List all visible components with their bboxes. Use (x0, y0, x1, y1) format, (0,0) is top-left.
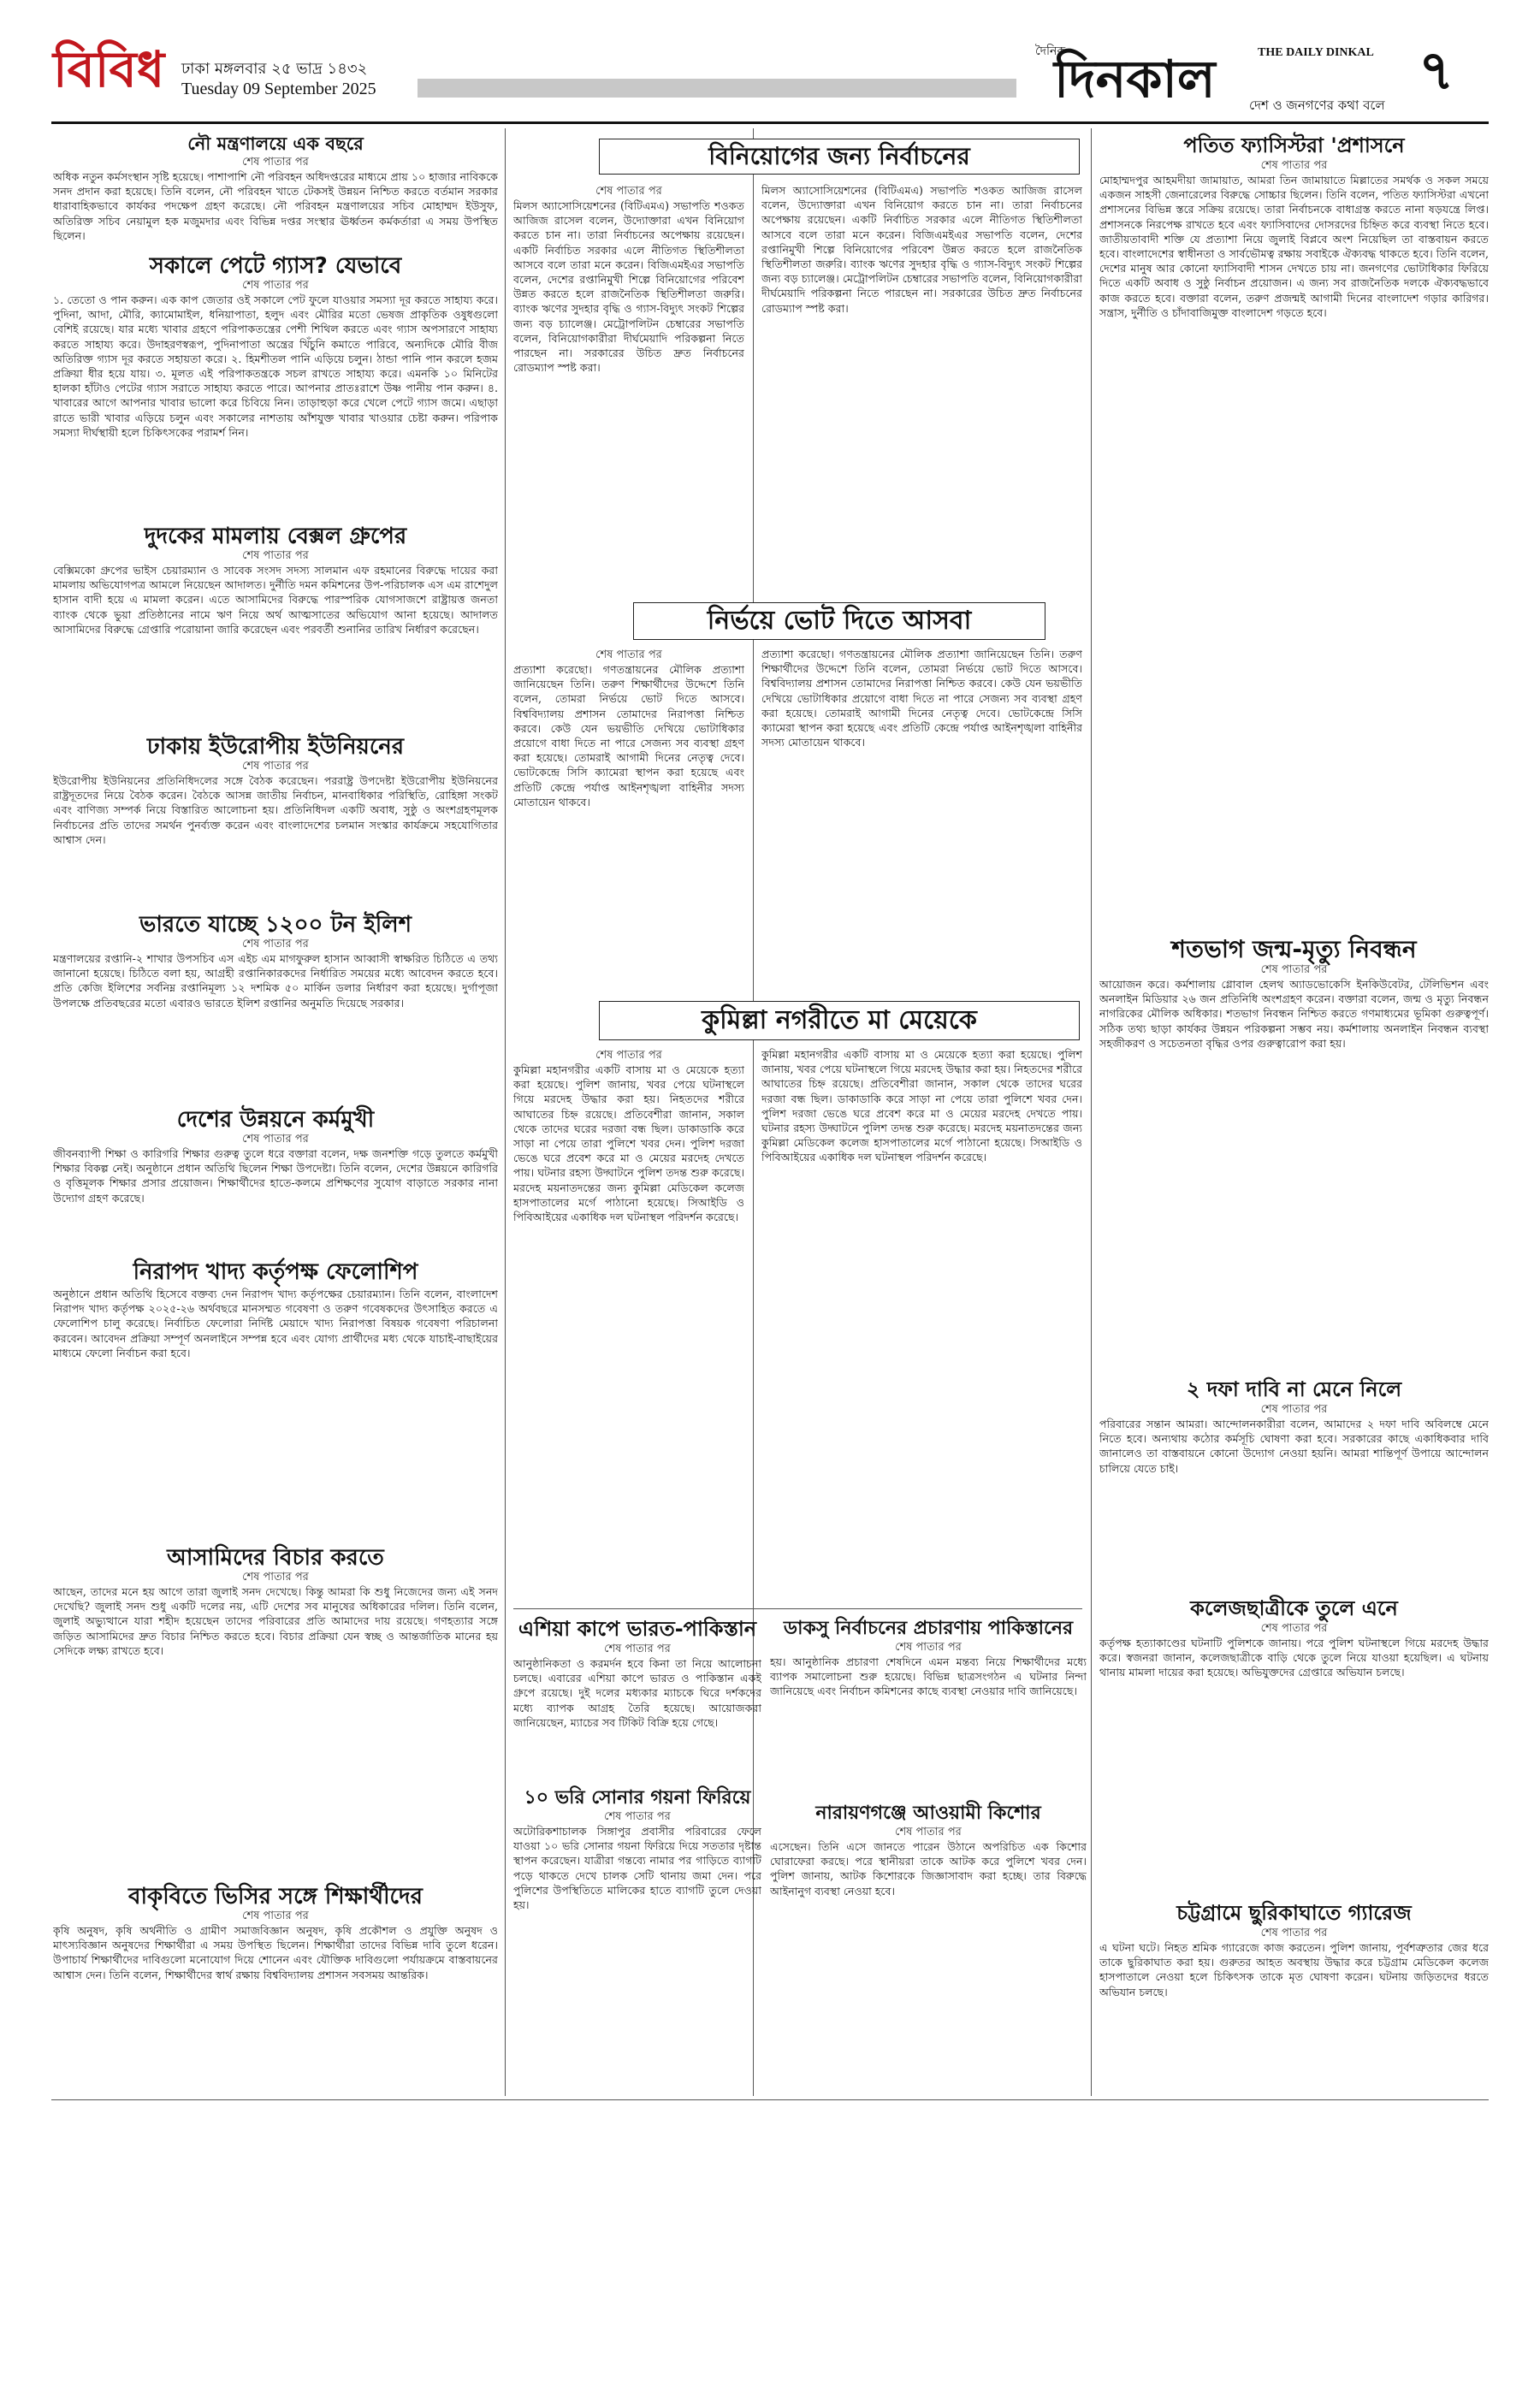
headline: কলেজছাত্রীকে তুলে এনে (1190, 1596, 1398, 1620)
english-date: Tuesday 09 September 2025 (181, 80, 376, 98)
continued-label: শেষ পাতার পর (895, 1826, 962, 1838)
article-body: মন্ত্রণালয়ের রপ্তানি-২ শাখার উপসচিব এস এইচ এম মাগফুরুল হাসান আব্বাসী স্বাক্ষরিত চিঠিতে এ তথ্য জানানো হয়েছে। চিঠিতে বলা হয়, আগ্রহী রপ্তানিকারকদের নির্ধারিত সময়ের মধ্যে আবেদন করতে হবে। প্রতি কেজি ইলিশের সর্বনিম্ন রপ্তানিমূল্য ১২ দশমিক ৫০ মার্কিন ডলার নির্ধারণ করা হয়েছে। দুর্গাপূজা উপলক্ষে প্রতিবছরের মতো এবারও ভারতে ইলিশ রপ্তানির অনুমতি দিয়েছে সরকার। (53, 952, 498, 1009)
article-body: আনুষ্ঠানিকতা ও করমর্দন হবে কিনা তা নিয়ে আলোচনা চলছে। এবারের এশিয়া কাপে ভারত ও পাকিস্তান একই গ্রুপে রয়েছে। দুই দলের মধ্যকার ম্যাচকে ঘিরে দর্শকদের মধ্যে ব্যাপক আগ্রহ তৈরি হয়েছে। আয়োজকরা জানিয়েছেন, ম্যাচের সব টিকিট বিক্রি হয়ে গেছে। (513, 1657, 761, 1729)
article-body: কুমিল্লা মহানগরীর একটি বাসায় মা ও মেয়েকে হত্যা করা হয়েছে। পুলিশ জানায়, খবর পেয়ে ঘটনাস্থলে গিয়ে মরদেহ উদ্ধার করা হয়। নিহতদের শরীরে আঘাতের চিহ্ন রয়েছে। প্রতিবেশীরা জানান, সকাল থেকে তাদের ঘরের দরজা বন্ধ ছিল। ডাকাডাকি করে সাড়া না পেয়ে তারা পুলিশে খবর দেন। পুলিশ দরজা ভেঙে ঘরে প্রবেশ করে মা ও মেয়ের মরদেহ দেখতে পায়। ঘটনার রহস্য উদ্ঘাটনে পুলিশ তদন্ত শুরু করেছে। মরদেহ ময়নাতদন্তের জন্য কুমিল্লা মেডিকেল কলেজ হাসপাতালের মর্গে পাঠানো হয়েছে। সিআইডি ও পিবিআইয়ের একাধিক দল ঘটনাস্থল পরিদর্শন করেছে। (513, 1063, 744, 1224)
headline: এশিয়া কাপে ভারত-পাকিস্তান (518, 1617, 757, 1641)
header-gray-band (418, 79, 1016, 98)
headline: দুদকের মামলায় বেক্সল গ্রুপের (144, 524, 407, 549)
section-name: বিবিধ (53, 40, 165, 98)
article-body-continued: প্রত্যাশা করেছো। গণতন্ত্রায়নের মৌলিক প্রত্যাশা জানিয়েছেন তিনি। তরুণ শিক্ষার্থীদের উদ্দেশে তিনি বলেন, তোমরা নির্ভয়ে ভোট দিতে আসবে। বিশ্ববিদ্যালয় প্রশাসন তোমাদের নিরাপত্তা নিশ্চিত করবে। কেউ যেন ভয়ভীতি দেখিয়ে ভোটাধিকার প্রয়োগে বাধা দিতে না পারে সেজন্য সব ব্যবস্থা গ্রহণ করা হয়েছে। তোমরাই আগামী দিনের নেতৃত্ব দেবে। ভোটকেন্দ্রে সিসি ক্যামেরা স্থাপন করা হয়েছে এবং প্রতিটি কেন্দ্রে পর্যাপ্ত আইনশৃঙ্খলা বাহিনীর সদস্য মোতায়েন থাকবে। (761, 648, 1082, 749)
continued-label: শেষ পাতার পর (242, 549, 309, 562)
headline: সকালে পেটে গ্যাস? যেভাবে (149, 253, 402, 279)
masthead-english: THE DAILY DINKAL (1258, 46, 1374, 59)
article-body: আয়োজন করে। কর্মশালায় গ্লোবাল হেলথ অ্যাডভোকেসি ইনকিউবেটর, টেলিভিশন এবং অনলাইন মিডিয়ার ২৬ জন প্রতিনিধি অংশগ্রহণ করেন। বক্তারা বলেন, জন্ম ও মৃত্যু নিবন্ধন নাগরিকের মৌলিক অধিকার। শতভাগ নিবন্ধন নিশ্চিত করতে গণমাধ্যমের ভূমিকা গুরুত্বপূর্ণ। সঠিক তথ্য ছাড়া কার্যকর উন্নয়ন পরিকল্পনা সম্ভব নয়। কর্মশালায় অনলাইন নিবন্ধন ব্যবস্থা সহজীকরণ ও সচেতনতা বৃদ্ধির ওপর গুরুত্বারোপ করা হয়। (1099, 978, 1489, 1050)
headline: ঢাকায় ইউরোপীয় ইউনিয়নের (146, 734, 405, 760)
continued-label: শেষ পাতার পর (242, 279, 309, 292)
continued-label: শেষ পাতার পর (595, 185, 662, 198)
headline: চট্টগ্রামে ছুরিকাঘাতে গ্যারেজ (1176, 1901, 1412, 1925)
headline: ডাকসু নির্বাচনের প্রচারণায় পাকিস্তানের (783, 1618, 1074, 1639)
article-body: অটোরিকশাচালক সিঙ্গাপুর প্রবাসীর পরিবারের ফেলে যাওয়া ১০ ভরি সোনার গয়না ফিরিয়ে দিয়ে সততার দৃষ্টান্ত স্থাপন করেছেন। যাত্রীরা গন্তব্যে নামার পর গাড়িতে ব্যাগটি পড়ে থাকতে দেখে চালক সেটি থানায় জমা দেন। পরে পুলিশের উপস্থিতিতে মালিকের হাতে ব্যাগটি তুলে দেওয়া হয়। (513, 1825, 761, 1912)
article-body: ১. তেতাে ও পান করুন। এক কাপ জেতার ওই সকালে পেট ফুলে যাওয়ার সমস্যা দূর করতে সাহায্য করে। পুদিনা, আদা, মৌরি, ক্যামোমাইল, ধনিয়াপাতা, হলুদ এবং মৌরির মতো ভেষজ প্রাকৃতিক ওষুধগুলো বেশিই রয়েছে। যার মধ্যে খাবার গ্রহণে পরিপাকতন্ত্রের পেশী শিথিল করতে এবং গ্যাস অপসারণে সাহায্য করতে সাহায্য করে। উদাহরণস্বরূপ, পুদিনাপাতা অন্ত্রের খিঁচুনি কমাতে পারিবে, অন্যদিকে মৌরি বীজ অতিরিক্ত গ্যাস দূর করতে সহায়তা করে। ২. হিমশীতল পানি এড়িয়ে চলুন। ঠান্ডা পানি পান করলে হজম প্রক্রিয়া ধীর হয়ে যায়। ৩. মূলত এই পরিপাকতন্ত্রকে সচল রাখতে সাহায্য করে। এমনকি ১০ মিনিটের হালকা হাঁটাও পেটের গ্যাস সরাতে সাহায্য করতে পারে। আপনার প্রাতঃরাশে উষ্ণ পানীয় পান করুন। ৪. খাবারের আগে আপনার খাবার ভালো করে চিবিয়ে নিন। তাড়াহুড়া করে খেলে পেটে গ্যাস জমে। এছাড়া রাতে ভারী খাবার এড়িয়ে চলুন এবং সকালের নাশতায় আঁশযুক্ত খাবার খাওয়ার চেষ্টা করুন। পরিপাক সমস্যা দীর্ঘস্থায়ী হলে চিকিৎসকের পরামর্শ নিন। (53, 293, 498, 439)
column-rule (505, 128, 506, 2096)
page-number: ৭ (1419, 39, 1454, 103)
article-body: কৃষি অনুষদ, কৃষি অর্থনীতি ও গ্রামীণ সমাজবিজ্ঞান অনুষদ, কৃষি প্রকৌশল ও প্রযুক্তি অনুষদ ও মাৎস্যবিজ্ঞান অনুষদের শিক্ষার্থীরা এ সময় উপস্থিত ছিলেন। শিক্ষার্থীরা তাদের বিভিন্ন দাবি তুলে ধরেন। উপাচার্য শিক্ষার্থীদের দাবিগুলো মনোযোগ দিয়ে শোনেন এবং যৌক্তিক দাবিগুলো পর্যায়ক্রমে বাস্তবায়নের আশ্বাস দেন। তিনি বলেন, শিক্ষার্থীদের স্বার্থ রক্ষায় বিশ্ববিদ্যালয় প্রশাসন সবসময় আন্তরিক। (53, 1924, 498, 1981)
continued-label: শেষ পাতার পর (604, 1810, 671, 1823)
article-body: অধিক নতুন কর্মসংস্থান সৃষ্টি হয়েছে। পাশাপাশি নৌ পরিবহন অধিদপ্তরের মাধ্যমে প্রায় ১০ হাজার নাবিককে সনদ প্রদান করা হয়েছে। তিনি বলেন, নৌ পরিবহন খাতে টেকসই উন্নয়ন নিশ্চিত করতে বর্তমান সরকার ধারাবাহিকভাবে কার্যকর পদক্ষেপ গ্রহণ করেছে। নৌ পরিবহন মন্ত্রণালয়ের সচিব মোহাম্মদ ইউসুফ, অতিরিক্ত সচিব নেয়ামুল হক মজুমদার এবং বিভিন্ন দপ্তর সংস্থার ঊর্ধ্বতন কর্মকর্তারা এ সময় উপস্থিত ছিলেন। (53, 170, 498, 242)
headline: বাকৃবিতে ভিসির সঙ্গে শিক্ষার্থীদের (128, 1884, 423, 1909)
article-body: হয়। আনুষ্ঠানিক প্রচারণা শেষদিনে এমন মন্তব্য নিয়ে শিক্ষার্থীদের মধ্যে ব্যাপক সমালোচনা শুরু হয়েছে। বিভিন্ন ছাত্রসংগঠন এ ঘটনার নিন্দা জানিয়েছে এবং নির্বাচন কমিশনের কাছে ব্যবস্থা নেওয়ার দাবি জানিয়েছে। (770, 1655, 1087, 1698)
headline: ভারতে যাচ্ছে ১২০০ টন ইলিশ (139, 912, 412, 938)
continued-label: শেষ পাতার পর (595, 1049, 662, 1062)
article-body: কর্তৃপক্ষ হত্যাকাণ্ডের ঘটনাটি পুলিশকে জানায়। পরে পুলিশ ঘটনাস্থলে গিয়ে মরদেহ উদ্ধার করে। স্বজনরা জানান, কলেজছাত্রীকে বাড়ি থেকে তুলে নিয়ে যাওয়া হয়েছিল। এ ঘটনায় থানায় মামলা দায়ের করা হয়েছে। অভিযুক্তদের গ্রেপ্তারে অভিযান চলছে। (1099, 1637, 1489, 1679)
continued-label: শেষ পাতার পর (242, 1133, 309, 1146)
continued-label: শেষ পাতার পর (1260, 159, 1328, 172)
headline: কুমিল্লা নগরীতে মা মেয়েকে (599, 1001, 1080, 1040)
continued-label: শেষ পাতার পর (242, 938, 309, 950)
continued-label: শেষ পাতার পর (242, 1571, 309, 1584)
article-body: মোহাম্মদপুর আহমদীয়া জামায়াত, আমরা তিন জামায়াতে মিল্লাতের সমর্থক ও সকল সময়ে একজন সাহসী জেনারেলের বিরুদ্ধে সোচ্চার ছিলেন। তিনি বলেন, পতিত ফ্যাসিস্টরা এখনো প্রশাসনের বিভিন্ন স্তরে সক্রিয় রয়েছে। তারা নির্বাচনকে বাধাগ্রস্ত করতে নানা ষড়যন্ত্রে লিপ্ত। প্রশাসনকে নিরপেক্ষ রাখতে হবে এবং ফ্যাসিবাদের দোসরদের চিহ্নিত করে ব্যবস্থা নিতে হবে। জাতীয়তাবাদী শক্তি যে প্রত্যাশা নিয়ে জুলাই বিপ্লবে অংশ নিয়েছিল তা বাস্তবায়ন করতে হবে। বাংলাদেশের স্বাধীনতা ও সার্বভৌমত্ব রক্ষায় সবাইকে ঐক্যবদ্ধ থাকতে হবে। তিনি বলেন, দেশের মানুষ আর কোনো ফ্যাসিবাদী শাসন দেখতে চায় না। জনগণের ভোটাধিকার ফিরিয়ে দিতে একটি অবাধ ও সুষ্ঠু নির্বাচন প্রয়োজন। এ জন্য সব রাজনৈতিক দলকে ঐক্যবদ্ধভাবে কাজ করতে হবে। বক্তারা বলেন, তরুণ প্রজন্মই আগামী দিনের বাংলাদেশ গড়ার কারিগর। সন্ত্রাস, দুর্নীতি ও চাঁদাবাজিমুক্ত বাংলাদেশ গড়তে হবে। (1099, 174, 1489, 319)
headline: নারায়ণগঞ্জে আওয়ামী কিশোর (815, 1803, 1041, 1824)
article-body: জীবনব্যাপী শিক্ষা ও কারিগরি শিক্ষার গুরুত্ব তুলে ধরে বক্তারা বলেন, দক্ষ জনশক্তি গড়ে তুলতে কর্মমুখী শিক্ষার বিকল্প নেই। অনুষ্ঠানে প্রধান অতিথি ছিলেন শিক্ষা উপদেষ্টা। তিনি বলেন, দেশের উন্নয়নে কারিগরি ও বৃত্তিমূলক শিক্ষার প্রসার প্রয়োজন। শিক্ষার্থীদের হাতে-কলমে প্রশিক্ষণের সুযোগ বাড়াতে সরকার নানা উদ্যোগ গ্রহণ করেছে। (53, 1147, 498, 1205)
continued-label: শেষ পাতার পর (895, 1641, 962, 1654)
headline: নৌ মন্ত্রণালয়ে এক বছরে (187, 133, 364, 154)
section-divider (513, 1608, 1082, 1609)
continued-label: শেষ পাতার পর (604, 1643, 671, 1655)
continued-label: শেষ পাতার পর (595, 648, 662, 661)
article-body: অনুষ্ঠানে প্রধান অতিথি হিসেবে বক্তব্য দেন নিরাপদ খাদ্য কর্তৃপক্ষের চেয়ারম্যান। তিনি বলেন, বাংলাদেশ নিরাপদ খাদ্য কর্তৃপক্ষ ২০২৫-২৬ অর্থবছরে মানসম্মত গবেষণা ও তরুণ গবেষকদের উৎসাহিত করতে এ ফেলোশিপ চালু করেছে। নির্বাচিত ফেলোরা নির্দিষ্ট মেয়াদে খাদ্য নিরাপত্তা বিষয়ক গবেষণা পরিচালনা করবেন। আবেদন প্রক্রিয়া সম্পূর্ণ অনলাইনে সম্পন্ন হবে এবং যোগ্য প্রার্থীদের মধ্য থেকে যাচাই-বাছাইয়ের মাধ্যমে ফেলো নির্বাচন করা হবে। (53, 1288, 498, 1359)
header-rule (51, 121, 1489, 124)
continued-label: শেষ পাতার পর (242, 760, 309, 773)
masthead-tagline: দেশ ও জনগণের কথা বলে (1249, 98, 1385, 113)
continued-label: শেষ পাতার পর (242, 1909, 309, 1922)
article-body: প্রত্যাশা করেছো। গণতন্ত্রায়নের মৌলিক প্রত্যাশা জানিয়েছেন তিনি। তরুণ শিক্ষার্থীদের উদ্দেশে তিনি বলেন, তোমরা নির্ভয়ে ভোট দিতে আসবে। বিশ্ববিদ্যালয় প্রশাসন তোমাদের নিরাপত্তা নিশ্চিত করবে। কেউ যেন ভয়ভীতি দেখিয়ে ভোটাধিকার প্রয়োগে বাধা দিতে না পারে সেজন্য সব ব্যবস্থা গ্রহণ করা হয়েছে। তোমরাই আগামী দিনের নেতৃত্ব দেবে। ভোটকেন্দ্রে সিসি ক্যামেরা স্থাপন করা হয়েছে এবং প্রতিটি কেন্দ্রে পর্যাপ্ত আইনশৃঙ্খলা বাহিনীর সদস্য মোতায়েন থাকবে। (513, 663, 744, 808)
article-body: বেক্সিমকো গ্রুপের ভাইস চেয়ারম্যান ও সাবেক সংসদ সদস্য সালমান এফ রহমানের বিরুদ্ধে দায়ের করা মামলায় অভিযোগপত্র আমলে নিয়েছেন আদালত। দুর্নীতি দমন কমিশনের উপ-পরিচালক এস এম রাশেদুল হাসান বাদী হয়ে এ মামলা করেন। এতে আসামিদের বিরুদ্ধে পারস্পরিক যোগসাজশে রাষ্ট্রায়ত্ত জনতা ব্যাংক থেকে ভুয়া প্রতিষ্ঠানের নামে ঋণ নিয়ে অর্থ আত্মসাতের অভিযোগ আনা হয়েছে। আদালত আসামিদের বিরুদ্ধে গ্রেপ্তারি পরোয়ানা জারি করেছেন এবং পরবর্তী শুনানির তারিখ নির্ধারণ করেছেন। (53, 564, 498, 636)
article-body-continued: মিলস অ্যাসোসিয়েশনের (বিটিএমএ) সভাপতি শওকত আজিজ রাসেল বলেন, উদ্যোক্তারা এখন বিনিয়োগ করতে চান না। তারা নির্বাচনের অপেক্ষায় রয়েছেন। একটি নির্বাচিত সরকার এলে নীতিগত স্থিতিশীলতা আসবে বলে তারা মনে করেন। বিজিএমইএর সভাপতি বলেন, দেশের রপ্তানিমুখী শিল্পে বিনিয়োগের পরিবেশ উন্নত করতে হলে রাজনৈতিক স্থিতিশীলতা জরুরি। ব্যাংক ঋণের সুদহার বৃদ্ধি ও গ্যাস-বিদ্যুৎ সংকট শিল্পের জন্য বড় চ্যালেঞ্জ। মেট্রোপলিটন চেম্বারের সভাপতি বলেন, বিনিয়োগকারীরা দীর্ঘমেয়াদি পরিকল্পনা নিতে পারছেন না। সরকারের উচিত দ্রুত নির্বাচনের রোডম্যাপ স্পষ্ট করা। (761, 184, 1082, 315)
article-body: আছেন, তাদের মনে হয় আগে তারা জুলাই সনদ দেখেছে। কিন্তু আমরা কি শুধু নিজেদের জন্য এই সনদ দেখেছি? জুলাই সনদ শুধু একটি দলের নয়, এটি দেশের সব মানুষের অধিকারের দলিল। তিনি বলেন, জুলাই অভ্যুত্থানে যারা শহীদ হয়েছেন তাদের পরিবারের প্রতি আমাদের দায় রয়েছে। গণহত্যার সঙ্গে জড়িত আসামিদের দ্রুত বিচার নিশ্চিত করতে হবে। বিচার প্রক্রিয়া যেন স্বচ্ছ ও আন্তর্জাতিক মানের হয় সেদিকে লক্ষ্য রাখতে হবে। (53, 1585, 498, 1657)
headline: দেশের উন্নয়নে কর্মমুখী (176, 1107, 375, 1133)
masthead-top-label: দৈনিক (1035, 44, 1066, 58)
headline: পতিত ফ্যাসিস্টরা 'প্রশাসনে (1183, 133, 1405, 157)
headline: আসামিদের বিচার করতে (167, 1545, 384, 1571)
article-body: ইউরোপীয় ইউনিয়নের প্রতিনিধিদলের সঙ্গে বৈঠক করেছেন। পররাষ্ট্র উপদেষ্টা ইউরোপীয় ইউনিয়নের রাষ্ট্রদূতদের নিয়ে বৈঠক করেন। বৈঠকে আসন্ন জাতীয় নির্বাচন, মানবাধিকার পরিস্থিতি, রোহিঙ্গা সংকট এবং বাণিজ্য সম্পর্ক নিয়ে বিস্তারিত আলোচনা হয়। প্রতিনিধিদল একটি অবাধ, সুষ্ঠু ও অংশগ্রহণমূলক নির্বাচনের প্রতি তাদের সমর্থন পুনর্ব্যক্ত করেন এবং বাংলাদেশের চলমান সংস্কার কার্যক্রমে সহযোগিতার আশ্বাস দেন। (53, 774, 498, 846)
headline: নির্ভয়ে ভোট দিতে আসবা (633, 602, 1045, 640)
bangla-date: ঢাকা মঙ্গলবার ২৫ ভাদ্র ১৪৩২ (181, 60, 368, 78)
headline: বিনিয়োগের জন্য নির্বাচনের (599, 139, 1080, 175)
article-body-continued: কুমিল্লা মহানগরীর একটি বাসায় মা ও মেয়েকে হত্যা করা হয়েছে। পুলিশ জানায়, খবর পেয়ে ঘটনাস্থলে গিয়ে মরদেহ উদ্ধার করা হয়। নিহতদের শরীরে আঘাতের চিহ্ন রয়েছে। প্রতিবেশীরা জানান, সকাল থেকে তাদের ঘরের দরজা বন্ধ ছিল। ডাকাডাকি করে সাড়া না পেয়ে তারা পুলিশে খবর দেন। পুলিশ দরজা ভেঙে ঘরে প্রবেশ করে মা ও মেয়ের মরদেহ দেখতে পায়। ঘটনার রহস্য উদ্ঘাটনে পুলিশ তদন্ত শুরু করেছে। মরদেহ ময়নাতদন্তের জন্য কুমিল্লা মেডিকেল কলেজ হাসপাতালের মর্গে পাঠানো হয়েছে। সিআইডি ও পিবিআইয়ের একাধিক দল ঘটনাস্থল পরিদর্শন করেছে। (761, 1048, 1082, 1164)
article-body: পরিবারের সন্তান আমরা। আন্দোলনকারীরা বলেন, আমাদের ২ দফা দাবি অবিলম্বে মেনে নিতে হবে। অন্যথায় কঠোর কর্মসূচি ঘোষণা করা হবে। সরকারের কাছে একাধিকবার দাবি জানালেও তা বাস্তবায়নে কোনো উদ্যোগ নেওয়া হয়নি। আমরা শান্তিপূর্ণ উপায়ে আন্দোলন চালিয়ে যেতে চাই। (1099, 1418, 1489, 1475)
continued-label: শেষ পাতার পর (1260, 1622, 1328, 1635)
continued-label: শেষ পাতার পর (242, 156, 309, 169)
headline: ১০ ভরি সোনার গয়না ফিরিয়ে (524, 1787, 751, 1809)
masthead-logo: দিনকাল (1054, 50, 1216, 110)
article-body: মিলস অ্যাসোসিয়েশনের (বিটিএমএ) সভাপতি শওকত আজিজ রাসেল বলেন, উদ্যোক্তারা এখন বিনিয়োগ করতে চান না। তারা নির্বাচনের অপেক্ষায় রয়েছেন। একটি নির্বাচিত সরকার এলে নীতিগত স্থিতিশীলতা আসবে বলে তারা মনে করেন। বিজিএমইএর সভাপতি বলেন, দেশের রপ্তানিমুখী শিল্পে বিনিয়োগের পরিবেশ উন্নত করতে হলে রাজনৈতিক স্থিতিশীলতা জরুরি। ব্যাংক ঋণের সুদহার বৃদ্ধি ও গ্যাস-বিদ্যুৎ সংকট শিল্পের জন্য বড় চ্যালেঞ্জ। মেট্রোপলিটন চেম্বারের সভাপতি বলেন, বিনিয়োগকারীরা দীর্ঘমেয়াদি পরিকল্পনা নিতে পারছেন না। সরকারের উচিত দ্রুত নির্বাচনের রোডম্যাপ স্পষ্ট করা। (513, 199, 744, 375)
headline: নিরাপদ খাদ্য কর্তৃপক্ষ ফেলোশিপ (133, 1259, 418, 1285)
article-body: এ ঘটনা ঘটে। নিহত শ্রমিক গ্যারেজে কাজ করতেন। পুলিশ জানায়, পূর্বশত্রুতার জের ধরে তাকে ছুরিকাঘাত করা হয়। গুরুতর আহত অবস্থায় উদ্ধার করে চট্টগ্রাম মেডিকেল কলেজ হাসপাতালে নেওয়া হলে চিকিৎসক তাকে মৃত ঘোষণা করেন। ঘটনায় জড়িতদের ধরতে অভিযান চলছে। (1099, 1941, 1489, 1998)
column-rule (1091, 128, 1092, 2096)
continued-label: শেষ পাতার পর (1260, 1927, 1328, 1939)
page-bottom-rule (51, 2099, 1489, 2100)
headline: ২ দফা দাবি না মেনে নিলে (1186, 1377, 1402, 1401)
headline: শতভাগ জন্ম-মৃত্যু নিবন্ধন (1171, 935, 1417, 963)
continued-label: শেষ পাতার পর (1260, 1403, 1328, 1416)
article-body: এসেছেন। তিনি এসে জানতে পারেন উঠানে অপরিচিত এক কিশোর ঘোরাফেরা করছে। পরে স্থানীয়রা তাকে আটক করে পুলিশে খবর দেন। পুলিশ জানায়, আটক কিশোরকে জিজ্ঞাসাবাদ করা হচ্ছে। তার বিরুদ্ধে আইনানুগ ব্যবস্থা নেওয়া হবে। (770, 1840, 1087, 1898)
continued-label: শেষ পাতার পর (1260, 963, 1328, 976)
